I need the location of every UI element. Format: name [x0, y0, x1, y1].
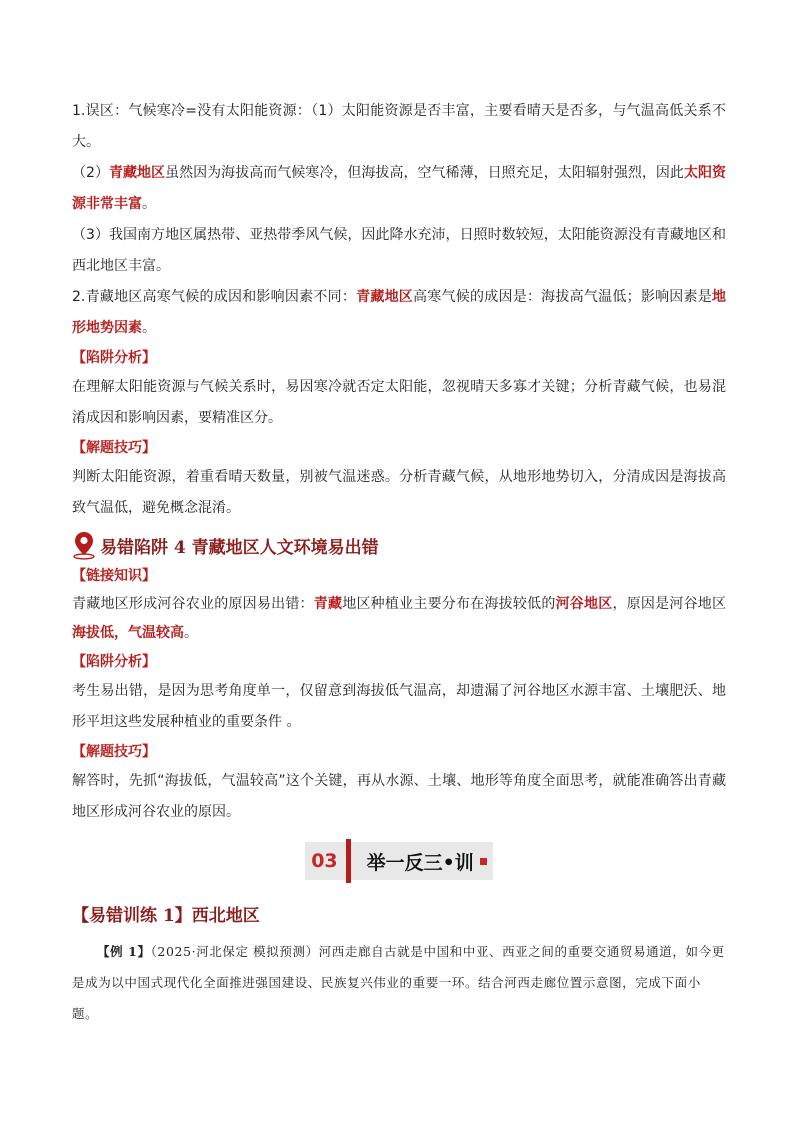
section-title: 举一反三•训	[366, 851, 474, 874]
section-banner	[305, 842, 493, 880]
paragraph-trap-analysis-2: 考生易出错，是因为思考角度单一，仅留意到海拔低气温高，却遗漏了河谷地区水源丰富、土壤肥沃、地形平坦这些发展种植业的重要条件 。	[72, 683, 726, 730]
text-segment: 高寒气候的成因是：海拔高气温低；影响因素是	[413, 289, 713, 305]
text-segment: 地区种植业主要分布在海拔较低的	[342, 596, 556, 612]
paragraph-qinghai-tibet-solar	[72, 158, 726, 220]
trap-heading	[72, 528, 726, 562]
tag-solving-tips: 【解题技巧】	[72, 440, 156, 456]
highlight-term: 太阳资源非常丰富	[72, 165, 726, 212]
text-segment: 。	[142, 196, 156, 212]
example-text: （2025·河北保定 模拟预测）河西走廊自古就是中国和中亚、西亚之间的重要交通贸易通道，如今更是成为以中国式现代化全面推进强国建设、民族复兴伟业的重要一环。结合河西走廊位置示意图，完成下面小题。	[72, 944, 725, 1021]
text-segment: 虽然因为海拔高而气候寒冷，但海拔高，空气稀薄，日照充足，太阳辐射强烈，因此	[165, 165, 684, 181]
paragraph-link-knowledge	[72, 590, 726, 648]
highlight-term: 海拔低，气温较高	[72, 625, 184, 641]
text-segment: 2.青藏地区高寒气候的成因和影响因素不同：	[72, 289, 357, 305]
text-segment: ，原因是河谷地区	[612, 596, 727, 612]
tag-trap-analysis-2: 【陷阱分析】	[72, 654, 156, 670]
tag-link-knowledge: 【链接知识】	[72, 568, 156, 584]
example-paragraph	[72, 936, 726, 1029]
paragraph-south-china: （3）我国南方地区属热带、亚热带季风气候，因此降水充沛，日照时数较短，太阳能资源没有青藏地区和西北地区丰富。	[72, 227, 726, 274]
paragraph-solving-tips-2: 解答时，先抓“海拔低，气温较高”这个关键，再从水源、土壤、地形等角度全面思考，就能准确答出青藏地区形成河谷农业的原因。	[72, 773, 726, 820]
highlight-term: 河谷地区	[555, 596, 613, 612]
training-title: 【易错训练 1】西北地区	[72, 906, 260, 926]
highlight-term: 青藏地区	[108, 165, 166, 181]
highlight-term: 地形地势因素	[72, 289, 727, 336]
paragraph-solving-tips: 判断太阳能资源，着重看晴天数量，别被气温迷惑。分析青藏气候，从地形地势切入，分清成因是海拔高致气温低，避免概念混淆。	[72, 469, 726, 516]
trap-heading-title: 易错陷阱 4 青藏地区人文环境易出错	[100, 537, 379, 558]
highlight-term: 青藏	[313, 596, 343, 612]
text-segment: 。	[184, 625, 198, 641]
paragraph-misconception: 1.误区：气候寒冷=没有太阳能资源：（1）太阳能资源是否丰富，主要看晴天是否多，与气温高低关系不大。	[72, 103, 726, 150]
paragraph-cold-climate	[72, 282, 726, 344]
location-pin-icon	[72, 530, 98, 560]
square-bullet-icon	[480, 858, 487, 865]
tag-solving-tips-2: 【解题技巧】	[72, 744, 156, 760]
example-label: 【例 1】	[97, 944, 151, 959]
section-number: 03	[311, 850, 338, 872]
text-segment: 青藏地区形成河谷农业的原因易出错：	[72, 596, 314, 612]
highlight-term: 青藏地区	[356, 289, 414, 305]
document-page	[72, 96, 726, 1029]
tag-trap-analysis: 【陷阱分析】	[72, 350, 156, 366]
text-segment: （2）	[72, 165, 109, 181]
text-segment: 。	[142, 320, 156, 336]
section-banner-wrap	[72, 842, 726, 880]
paragraph-trap-analysis: 在理解太阳能资源与气候关系时，易因寒冷就否定太阳能，忽视晴天多寡才关键；分析青藏气候，也易混淆成因和影响因素，要精准区分。	[72, 379, 726, 426]
